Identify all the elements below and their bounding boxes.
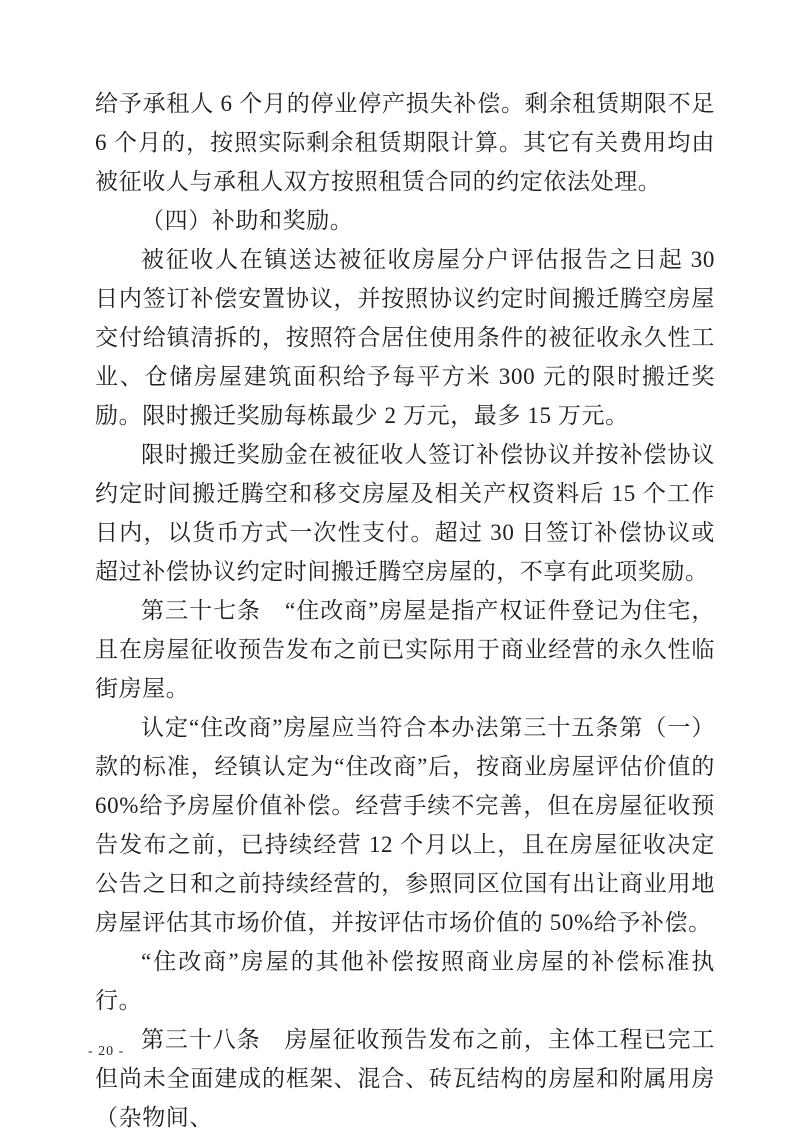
paragraph-lease-compensation: 给予承租人 6 个月的停业停产损失补偿。剩余租赁期限不足 6 个月的，按照实际剩余租赁期限计算。其它有关费用均由被征收人与承租人双方按照租赁合同的约定依法处理。 [95,91,715,194]
document-body [95,84,715,1137]
paragraph-article-37-other-compensation: “住改商”房屋的其他补偿按照商业房屋的补偿标准执行。 [95,949,715,1013]
paragraph-article-37: 第三十七条 “住改商”房屋是指产权证件登记为住宅，且在房屋征收预告发布之前已实际用于商业经营的永久性临街房屋。 [95,598,715,701]
paragraph-reward-payment-terms: 限时搬迁奖励金在被征收人签订补偿协议并按补偿协议约定时间搬迁腾空和移交房屋及相关产权资料后 15 个工作日内，以货币方式一次性支付。超过 30 日签订补偿协议或超过补偿协议约定时间搬迁腾空房屋的，不享有此项奖励。 [95,442,715,584]
paragraph-article-37-criteria: 认定“住改商”房屋应当符合本办法第三十五条第（一）款的标准，经镇认定为“住改商”后，按商业房屋评估价值的 60%给予房屋价值补偿。经营手续不完善，但在房屋征收预告发布之前，已持续经营 12 个月以上，且在房屋征收决定公告之日和之前持续经营的，参照同区位国有出让商业用地房屋评估其市场价值，并按评估市场价值的 50%给予补偿。 [95,715,715,935]
paragraph-relocation-reward: 被征收人在镇送达被征收房屋分户评估报告之日起 30 日内签订补偿安置协议，并按照协议约定时间搬迁腾空房屋交付给镇清拆的，按照符合居住使用条件的被征收永久性工业、仓储房屋建筑面积给予每平方米 300 元的限时搬迁奖励。限时搬迁奖励每栋最少 2 万元，最多 15 万元。 [95,247,715,428]
paragraph-article-38: 第三十八条 房屋征收预告发布之前，主体工程已完工但尚未全面建成的框架、混合、砖瓦结构的房屋和附属用房（杂物间、 [95,1027,715,1130]
paragraph-section-heading-subsidy-reward: （四）补助和奖励。 [141,208,354,233]
page-number: - 20 - [88,1044,125,1059]
